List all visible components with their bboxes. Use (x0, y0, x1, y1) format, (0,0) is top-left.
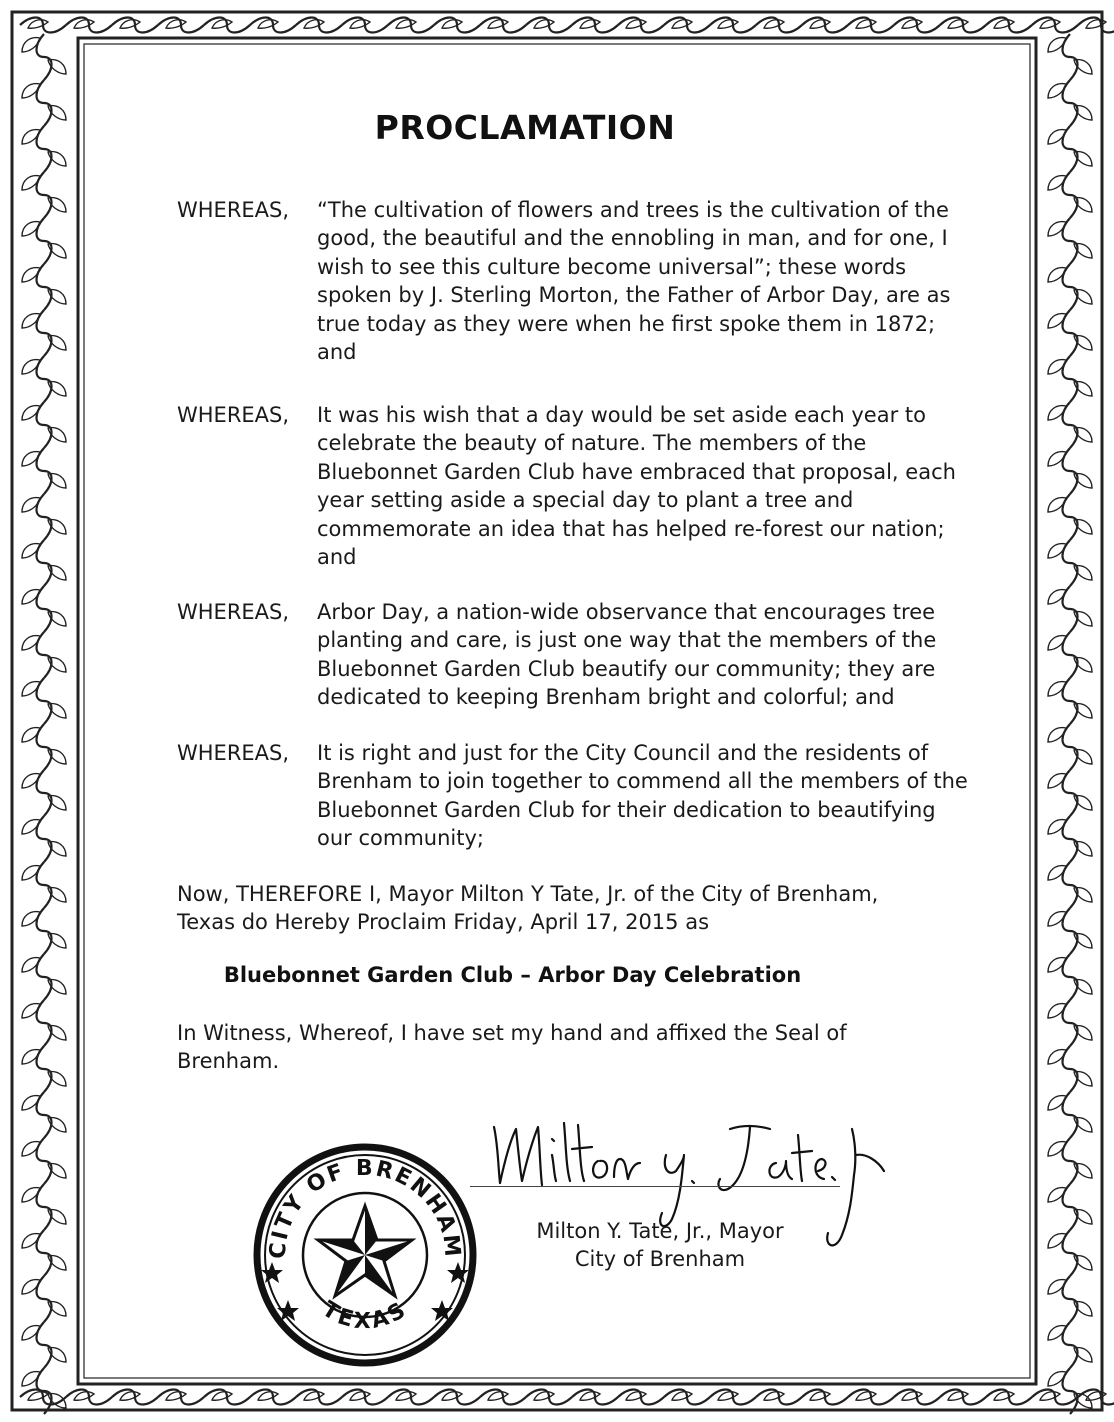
clause-lead: WHEREAS, (177, 198, 290, 222)
clause-text: It is right and just for the City Council and the residents of Brenham to join together to commend all the members of the Bluebonnet Garden Club for their dedication to beautifying our community; (317, 741, 968, 851)
seal-top-text: CITY OF BRENHAM (265, 1155, 465, 1260)
clause-text: It was his wish that a day would be set aside each year to celebrate the beauty of nature. The members of the Bluebonnet Garden Club have embraced that proposal, each year setting aside a special day to plant a tree and commemorate an idea that has helped re-forest our nation; and (317, 403, 956, 570)
clause-text: Arbor Day, a nation-wide observance that encourages tree planting and care, is just one way that the members of the Bluebonnet Garden Club beautify our community; they are dedicated to keeping Brenham bright and colorful; and (317, 600, 937, 710)
clause-lead: WHEREAS, (177, 403, 290, 427)
therefore-paragraph: Now, THEREFORE I, Mayor Milton Y Tate, Jr. of the City of Brenham, Texas do Hereby Proclaim Friday, April 17, 2015 as (177, 882, 879, 935)
celebration-heading: Bluebonnet Garden Club – Arbor Day Celebration (223, 963, 802, 987)
clause-lead: WHEREAS, (177, 600, 290, 624)
signatory-block (490, 1217, 830, 1273)
witness-paragraph: In Witness, Whereof, I have set my hand and affixed the Seal of Brenham. (177, 1021, 847, 1074)
signatory-office: City of Brenham (574, 1247, 746, 1271)
signatory-name: Milton Y. Tate, Jr., Mayor (536, 1219, 784, 1243)
signature-line (470, 1186, 840, 1187)
clause-lead: WHEREAS, (177, 741, 290, 765)
seal-bottom-text: TEXAS (317, 1296, 413, 1335)
page-title: PROCLAMATION (374, 108, 676, 147)
city-seal (250, 1140, 480, 1370)
clause-text: “The cultivation of flowers and trees is the cultivation of the good, the beautiful and the ennobling in man, and for one, I wish to see this culture become universal”; these words spoken by J. Sterling Morton, the Father of Arbor Day, are as true today as they were when he first spoke them in 1872; and (317, 198, 951, 365)
